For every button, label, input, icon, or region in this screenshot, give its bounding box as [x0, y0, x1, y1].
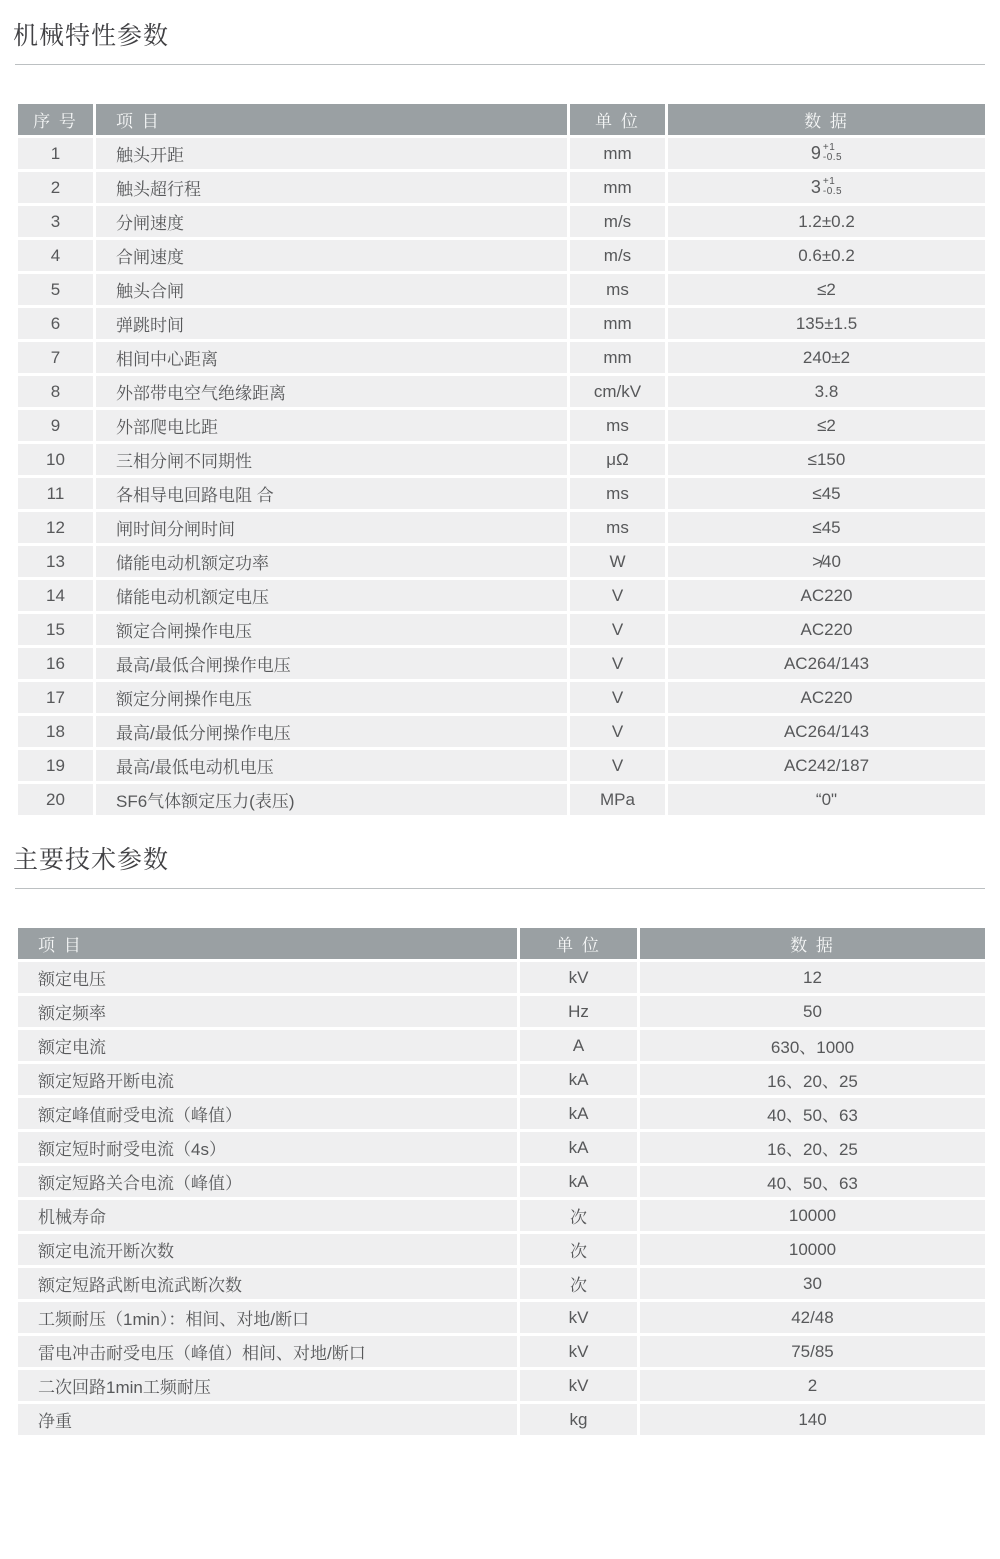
table-row: [17, 307, 987, 341]
cell-value: 16、20、25: [639, 1063, 987, 1097]
table-row: [17, 647, 987, 681]
technical-parameters-table: [15, 925, 988, 1438]
cell-no: 18: [17, 715, 95, 749]
cell-value: AC264/143: [667, 647, 987, 681]
cell-unit: V: [569, 749, 667, 783]
cell-value: ≤2: [667, 273, 987, 307]
table-row: [17, 783, 987, 817]
cell-unit: ms: [569, 477, 667, 511]
cell-unit: Hz: [519, 995, 639, 1029]
value-tolerance-stack: [823, 143, 842, 163]
table-row: [17, 681, 987, 715]
cell-unit: mm: [569, 137, 667, 171]
header-row: [17, 927, 987, 961]
cell-no: 1: [17, 137, 95, 171]
cell-value: 2: [639, 1369, 987, 1403]
cell-value: AC242/187: [667, 749, 987, 783]
tolerance-value: [811, 143, 842, 163]
table-row: [17, 1403, 987, 1437]
cell-item: 储能电动机额定功率: [95, 545, 569, 579]
cell-item: 额定频率: [17, 995, 519, 1029]
cell-value: 12: [639, 961, 987, 995]
cell-no: 9: [17, 409, 95, 443]
cell-no: 14: [17, 579, 95, 613]
cell-value: 10000: [639, 1233, 987, 1267]
cell-no: 11: [17, 477, 95, 511]
column-header-unit: 单 位: [569, 103, 667, 137]
cell-no: 15: [17, 613, 95, 647]
table-body: [17, 137, 987, 817]
cell-no: 4: [17, 239, 95, 273]
cell-value: ≤2: [667, 409, 987, 443]
cell-unit: ms: [569, 273, 667, 307]
cell-item: 净重: [17, 1403, 519, 1437]
value-subscript: -0.5: [822, 186, 843, 197]
cell-value: 75/85: [639, 1335, 987, 1369]
table-row: [17, 137, 987, 171]
table-row: [17, 613, 987, 647]
cell-unit: mm: [569, 341, 667, 375]
header-row: [17, 103, 987, 137]
cell-item: 触头超行程: [95, 171, 569, 205]
cell-no: 13: [17, 545, 95, 579]
table-row: [17, 341, 987, 375]
cell-item: 二次回路1min工频耐压: [17, 1369, 519, 1403]
cell-item: 外部爬电比距: [95, 409, 569, 443]
cell-unit: kA: [519, 1063, 639, 1097]
cell-item: 额定分闸操作电压: [95, 681, 569, 715]
cell-item: 额定电流开断次数: [17, 1233, 519, 1267]
cell-value: 50: [639, 995, 987, 1029]
table-row: [17, 409, 987, 443]
cell-unit: kA: [519, 1165, 639, 1199]
cell-value: ≤45: [667, 511, 987, 545]
cell-unit: 次: [519, 1199, 639, 1233]
cell-item: 机械寿命: [17, 1199, 519, 1233]
table-row: [17, 1063, 987, 1097]
cell-value: 140: [639, 1403, 987, 1437]
cell-item: 触头合闸: [95, 273, 569, 307]
cell-unit: V: [569, 647, 667, 681]
table-row: [17, 995, 987, 1029]
column-header-item: 项 目: [95, 103, 569, 137]
cell-no: 20: [17, 783, 95, 817]
cell-unit: MPa: [569, 783, 667, 817]
cell-no: 19: [17, 749, 95, 783]
cell-value: 1.2±0.2: [667, 205, 987, 239]
cell-unit: cm/kV: [569, 375, 667, 409]
cell-item: 弹跳时间: [95, 307, 569, 341]
value-subscript: -0.5: [822, 152, 843, 163]
cell-value: “0": [667, 783, 987, 817]
cell-unit: V: [569, 681, 667, 715]
cell-unit: kV: [519, 961, 639, 995]
value-superscript: +1: [822, 176, 836, 187]
table-row: [17, 171, 987, 205]
cell-unit: 次: [519, 1267, 639, 1301]
cell-unit: kg: [519, 1403, 639, 1437]
cell-value: 135±1.5: [667, 307, 987, 341]
cell-unit: kV: [519, 1369, 639, 1403]
table-row: [17, 715, 987, 749]
cell-no: 2: [17, 171, 95, 205]
cell-value: 40、50、63: [639, 1097, 987, 1131]
cell-item: 分闸速度: [95, 205, 569, 239]
cell-no: 6: [17, 307, 95, 341]
cell-no: 17: [17, 681, 95, 715]
cell-unit: mm: [569, 307, 667, 341]
cell-item: 额定电流: [17, 1029, 519, 1063]
table-row: [17, 1029, 987, 1063]
cell-item: 雷电冲击耐受电压（峰值）相间、对地/断口: [17, 1335, 519, 1369]
table-header: [17, 103, 987, 137]
cell-value: AC220: [667, 579, 987, 613]
cell-value: [667, 171, 987, 205]
table-row: [17, 239, 987, 273]
cell-unit: ms: [569, 511, 667, 545]
cell-unit: kA: [519, 1131, 639, 1165]
table-row: [17, 1165, 987, 1199]
cell-unit: V: [569, 715, 667, 749]
cell-unit: V: [569, 579, 667, 613]
column-header-no: 序 号: [17, 103, 95, 137]
cell-no: 3: [17, 205, 95, 239]
cell-value: 42/48: [639, 1301, 987, 1335]
cell-unit: mm: [569, 171, 667, 205]
cell-value: 0.6±0.2: [667, 239, 987, 273]
table-header: [17, 927, 987, 961]
value-main: 3: [810, 177, 821, 197]
cell-unit: kV: [519, 1335, 639, 1369]
value-tolerance-stack: [823, 177, 842, 197]
table-row: [17, 961, 987, 995]
cell-item: 储能电动机额定电压: [95, 579, 569, 613]
cell-unit: ms: [569, 409, 667, 443]
cell-value: [667, 137, 987, 171]
cell-item: SF6气体额定压力(表压): [95, 783, 569, 817]
table-row: [17, 1335, 987, 1369]
cell-item: 额定短路开断电流: [17, 1063, 519, 1097]
cell-no: 8: [17, 375, 95, 409]
table-row: [17, 545, 987, 579]
cell-unit: W: [569, 545, 667, 579]
cell-value: 240±2: [667, 341, 987, 375]
table-row: [17, 1233, 987, 1267]
section-title-mechanical: 机械特性参数: [13, 22, 170, 50]
value-superscript: +1: [822, 142, 836, 153]
cell-value: AC220: [667, 613, 987, 647]
cell-value: 30: [639, 1267, 987, 1301]
cell-value: 40、50、63: [639, 1165, 987, 1199]
divider: [15, 64, 985, 65]
table-row: [17, 477, 987, 511]
column-header-value: 数 据: [639, 927, 987, 961]
cell-value: AC264/143: [667, 715, 987, 749]
column-header-unit: 单 位: [519, 927, 639, 961]
cell-item: 额定短路关合电流（峰值）: [17, 1165, 519, 1199]
cell-no: 16: [17, 647, 95, 681]
table-row: [17, 1131, 987, 1165]
cell-unit: 次: [519, 1233, 639, 1267]
cell-item: 相间中心距离: [95, 341, 569, 375]
cell-value: 630、1000: [639, 1029, 987, 1063]
cell-item: 额定电压: [17, 961, 519, 995]
table-row: [17, 1097, 987, 1131]
cell-no: 12: [17, 511, 95, 545]
table-body: [17, 961, 987, 1437]
table-row: [17, 749, 987, 783]
table-row: [17, 579, 987, 613]
cell-item: 最高/最低电动机电压: [95, 749, 569, 783]
cell-item: 额定峰值耐受电流（峰值）: [17, 1097, 519, 1131]
cell-unit: m/s: [569, 205, 667, 239]
table-row: [17, 273, 987, 307]
cell-value: ≯40: [667, 545, 987, 579]
table-row: [17, 205, 987, 239]
cell-unit: A: [519, 1029, 639, 1063]
section-title-technical: 主要技术参数: [13, 846, 170, 874]
cell-item: 三相分闸不同期性: [95, 443, 569, 477]
cell-value: ≤150: [667, 443, 987, 477]
column-header-value: 数 据: [667, 103, 987, 137]
cell-value: 16、20、25: [639, 1131, 987, 1165]
cell-no: 5: [17, 273, 95, 307]
table-row: [17, 443, 987, 477]
table-row: [17, 1267, 987, 1301]
table-row: [17, 1369, 987, 1403]
tolerance-value: [811, 177, 842, 197]
column-header-item: 项 目: [17, 927, 519, 961]
cell-item: 各相导电回路电阻 合: [95, 477, 569, 511]
cell-no: 7: [17, 341, 95, 375]
cell-value: 10000: [639, 1199, 987, 1233]
cell-unit: kA: [519, 1097, 639, 1131]
value-main: 9: [810, 143, 821, 163]
cell-item: 最高/最低分闸操作电压: [95, 715, 569, 749]
cell-item: 触头开距: [95, 137, 569, 171]
cell-item: 额定短路武断电流武断次数: [17, 1267, 519, 1301]
cell-value: AC220: [667, 681, 987, 715]
cell-unit: V: [569, 613, 667, 647]
cell-unit: m/s: [569, 239, 667, 273]
cell-unit: kV: [519, 1301, 639, 1335]
cell-unit: μΩ: [569, 443, 667, 477]
table-row: [17, 511, 987, 545]
cell-item: 外部带电空气绝缘距离: [95, 375, 569, 409]
mechanical-parameters-table: [15, 101, 988, 818]
table-row: [17, 1199, 987, 1233]
cell-item: 最高/最低合闸操作电压: [95, 647, 569, 681]
cell-item: 额定短时耐受电流（4s）: [17, 1131, 519, 1165]
cell-item: 闸时间分闸时间: [95, 511, 569, 545]
cell-no: 10: [17, 443, 95, 477]
cell-item: 额定合闸操作电压: [95, 613, 569, 647]
table-row: [17, 375, 987, 409]
cell-value: 3.8: [667, 375, 987, 409]
cell-item: 合闸速度: [95, 239, 569, 273]
cell-item: 工频耐压（1min）：相间、对地/断口: [17, 1301, 519, 1335]
table-row: [17, 1301, 987, 1335]
cell-value: ≤45: [667, 477, 987, 511]
divider: [15, 888, 985, 889]
